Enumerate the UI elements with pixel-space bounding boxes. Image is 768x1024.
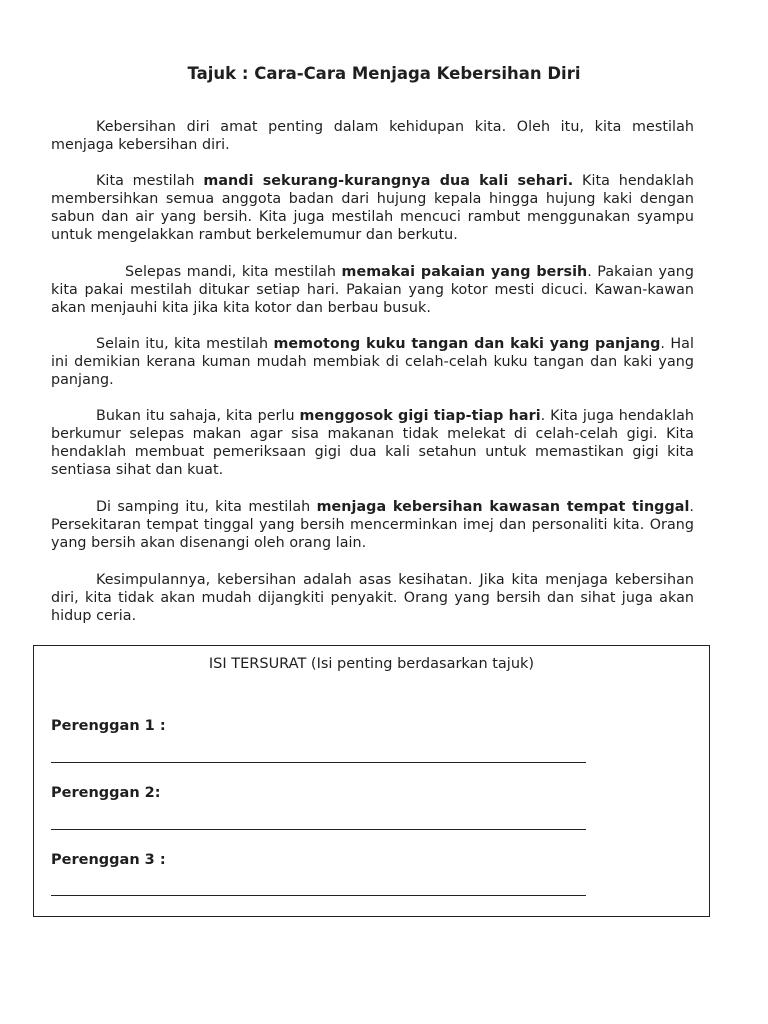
paragraph-text — [51, 407, 694, 479]
paragraph-1-label: Perenggan 1 : — [51, 718, 166, 734]
paragraph-1-answer-line[interactable] — [51, 762, 586, 763]
body-text: Kebersihan diri amat penting dalam kehidupan kita. Oleh itu, kita mestilah menjaga kebersihan diri. — [51, 119, 694, 153]
paragraph-text — [51, 263, 694, 317]
paragraph-3-answer-line[interactable] — [51, 895, 586, 896]
body-text: . Persekitaran tempat tinggal yang bersih mencerminkan imej dan personaliti kita. Orang yang bersih akan disenangi oleh orang lain. — [51, 499, 695, 551]
paragraph-1 — [51, 118, 694, 154]
paragraph-4 — [51, 335, 694, 389]
worksheet-box — [33, 645, 710, 917]
paragraph-7 — [51, 571, 694, 625]
body-text: Bukan itu sahaja, kita perlu — [96, 408, 300, 424]
body-text: Kesimpulannya, kebersihan adalah asas kesihatan. Jika kita menjaga kebersihan diri, kita tidak akan mudah dijangkiti penyakit. Orang yang bersih dan sihat juga akan hidup ceria. — [51, 572, 694, 624]
body-text: Kita mestilah — [96, 173, 204, 189]
key-point-text: memotong kuku tangan dan kaki yang panjang — [273, 336, 661, 352]
paragraph-3 — [51, 263, 694, 317]
paragraph-3-label: Perenggan 3 : — [51, 852, 166, 868]
body-text: Di samping itu, kita mestilah — [96, 499, 317, 515]
paragraph-2-answer-line[interactable] — [51, 829, 586, 830]
body-text: . Kita juga hendaklah berkumur selepas makan agar sisa makanan tidak melekat di celah-celah gigi. Kita hendaklah membuat pemeriksaan gigi dua kali setahun untuk memastikan gigi kita sentiasa sihat dan kuat. — [51, 408, 695, 478]
paragraph-6 — [51, 498, 694, 552]
key-point-text: menggosok gigi tiap-tiap hari — [299, 408, 541, 424]
document-title: Tajuk : Cara-Cara Menjaga Kebersihan Diri — [187, 64, 581, 83]
paragraph-text — [51, 118, 694, 154]
paragraph-2 — [51, 172, 694, 244]
body-text: Selepas mandi, kita mestilah — [125, 264, 342, 280]
body-text: Selain itu, kita mestilah — [96, 336, 274, 352]
key-point-text: memakai pakaian yang bersih — [341, 264, 588, 280]
paragraph-text — [51, 335, 694, 389]
paragraph-2-label: Perenggan 2: — [51, 785, 161, 801]
key-point-text: mandi sekurang-kurangnya dua kali sehari. — [203, 173, 574, 189]
body-text: . Hal ini demikian kerana kuman mudah membiak di celah-celah kuku tangan dan kaki yang panjang. — [51, 336, 694, 388]
paragraph-text — [51, 498, 694, 552]
paragraph-text — [51, 172, 694, 244]
paragraph-5 — [51, 407, 694, 479]
worksheet-heading: ISI TERSURAT (Isi penting berdasarkan tajuk) — [208, 656, 535, 672]
key-point-text: menjaga kebersihan kawasan tempat tinggal — [316, 499, 690, 515]
body-text: . Pakaian yang kita pakai mestilah ditukar setiap hari. Pakaian yang kotor mesti dicuci. Kawan-kawan akan menjauhi kita jika kita kotor dan berbau busuk. — [51, 264, 694, 316]
body-text: Kita hendaklah membersihkan semua anggota badan dari hujung kepala hingga hujung kaki dengan sabun dan air yang bersih. Kita juga mestilah mencuci rambut menggunakan syampu untuk mengelakkan rambut berkelemumur dan berkutu. — [51, 173, 694, 243]
paragraph-text — [51, 571, 694, 625]
